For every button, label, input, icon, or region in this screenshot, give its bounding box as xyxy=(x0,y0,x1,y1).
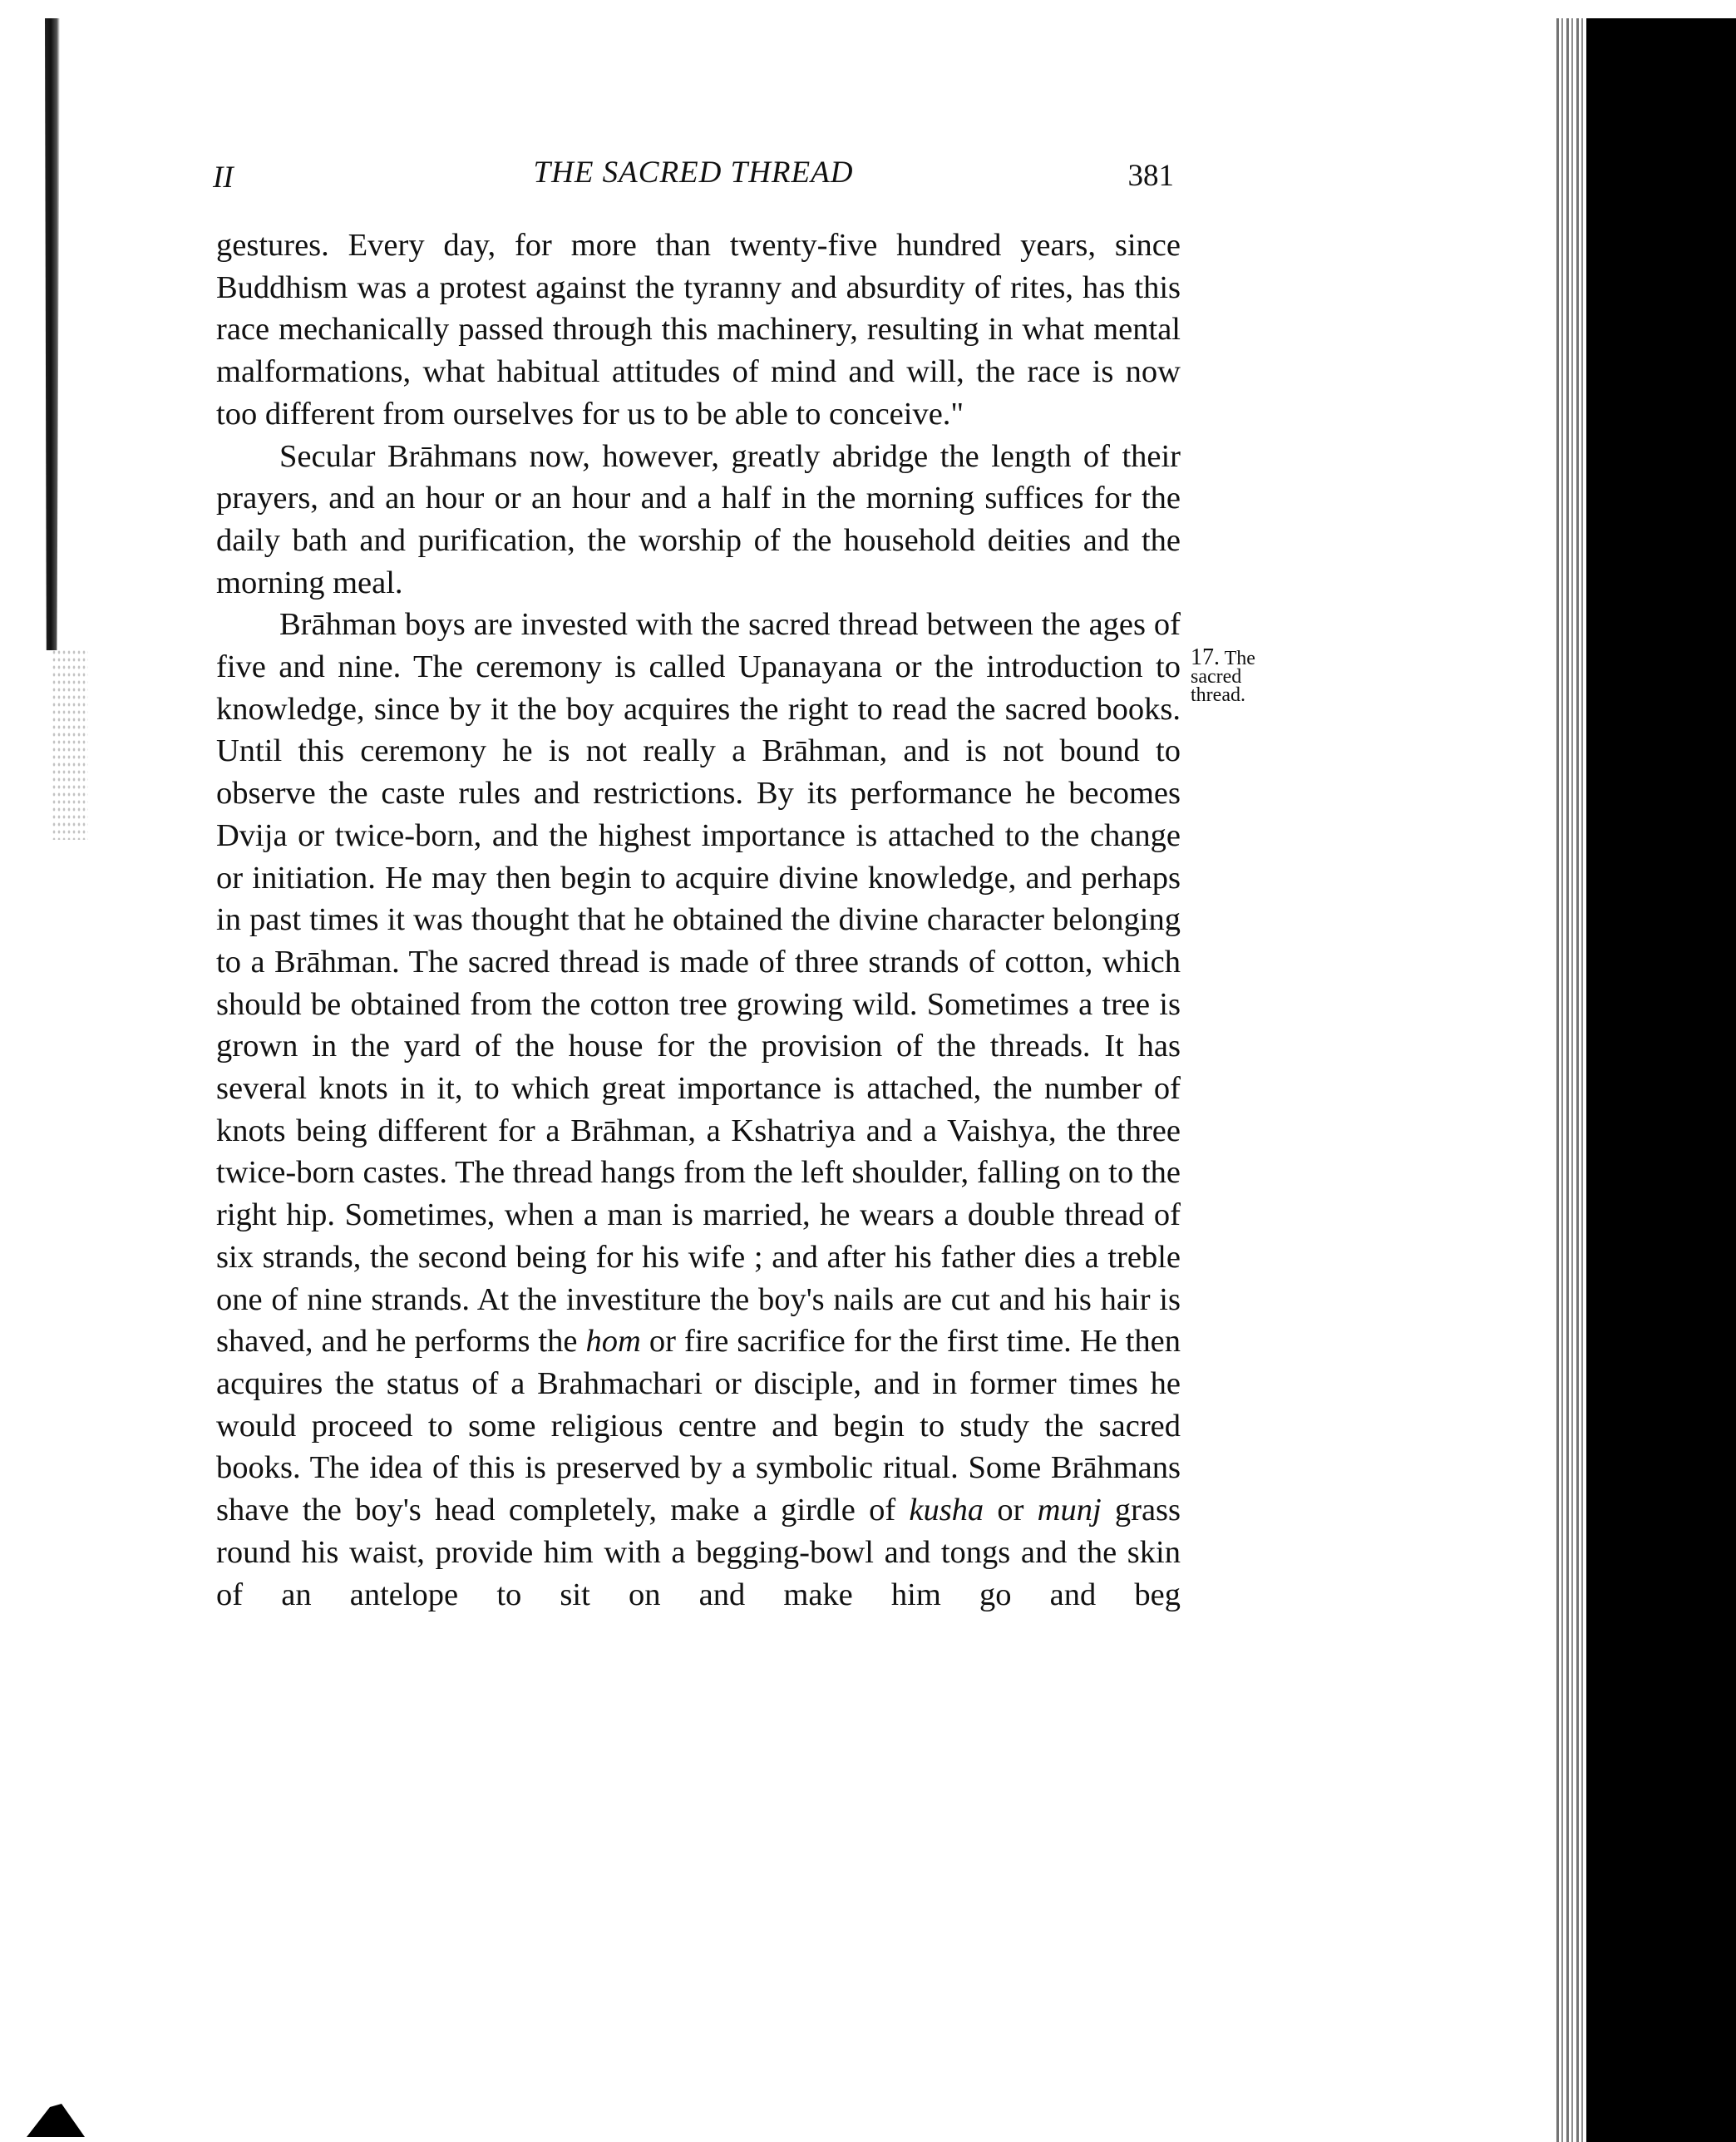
running-head xyxy=(213,155,1174,205)
scan-corner-mark xyxy=(27,2104,85,2137)
body-text xyxy=(216,225,1181,1616)
paragraph: Secular Brāhmans now, however, greatly abridge the length of their prayers, and an hour or an hour and a half in the morning suffices for the daily bath and purification, the worship of the household deities and the morning meal. xyxy=(216,438,1181,600)
paragraph-text: or fire sacrifice for the first time. He then acquires the status of a Brahmachari or disciple, and in former times he would proceed to some religious centre and begin to study the sacred books. The idea of this is preserved by a symbolic ritual. Some Brāhmans shave the boy's head completely, make a girdle of xyxy=(216,1324,1181,1528)
page-title: THE SACRED THREAD xyxy=(533,155,854,190)
page-edge-fray xyxy=(1556,18,1590,2142)
margin-note-number: 17. xyxy=(1191,644,1220,670)
italic-term-kusha: kusha xyxy=(909,1493,984,1528)
paragraph-text: Brāhman boys are invested with the sacred thread between the ages of five and nine. The ceremony is called Upanayana or the introduction to knowledge, since by it the boy acquires the right to read the sacred books. Until this ceremony he is not really a Brāhman, and is not bound to observe the caste rules and restrictions. By its performance he becomes Dvija or twice-born, and the highest importance is attached to the change or initiation. He may then begin to acquire divine knowledge, and perhaps in past times it was thought that he obtained the divine character belonging to a Brāhman. The sacred thread is made of three strands of cotton, which should be obtained from the cotton tree growing wild. Sometimes a tree is grown in the yard of the house for the provision of the threads. It has several knots in it, to which great importance is attached, the number of knots being different for a Brāhman, a Kshatriya and a Vaishya, the three twice-born castes. The thread hangs from the left shoulder, falling on to the right hip. Sometimes, when a man is married, he wears a double thread of six strands, the second being for his wife ; and after his father dies a treble one of nine strands. At the investiture the boy's nails are cut and his hair is shaved, and he performs the xyxy=(216,607,1181,1360)
paragraph xyxy=(216,604,1181,1616)
page-number: 381 xyxy=(1127,159,1174,193)
page-binding-shadow xyxy=(45,18,60,650)
paragraph-text: grass round his waist, provide him with a begging-bowl and tongs and the skin of an antelope to sit on and make him go and beg xyxy=(216,1493,1181,1612)
paragraph: gestures. Every day, for more than twenty-five hundred years, since Buddhism was a protest against the tyranny and absurdity of rites, has this race mechanically passed through this machinery, resulting in what mental malformations, what habitual attitudes of mind and will, the race is now too different from ourselves for us to be able to conceive." xyxy=(216,228,1181,432)
margin-note xyxy=(1191,644,1299,706)
binding-speckle xyxy=(52,649,88,840)
italic-term-munj: munj xyxy=(1037,1493,1102,1528)
margin-note-label: The sacred thread. xyxy=(1191,648,1255,706)
page-edge-shadow xyxy=(1586,18,1736,2142)
chapter-number: II xyxy=(213,160,234,195)
paragraph-text: or xyxy=(997,1493,1024,1528)
italic-term-hom: hom xyxy=(585,1324,641,1360)
